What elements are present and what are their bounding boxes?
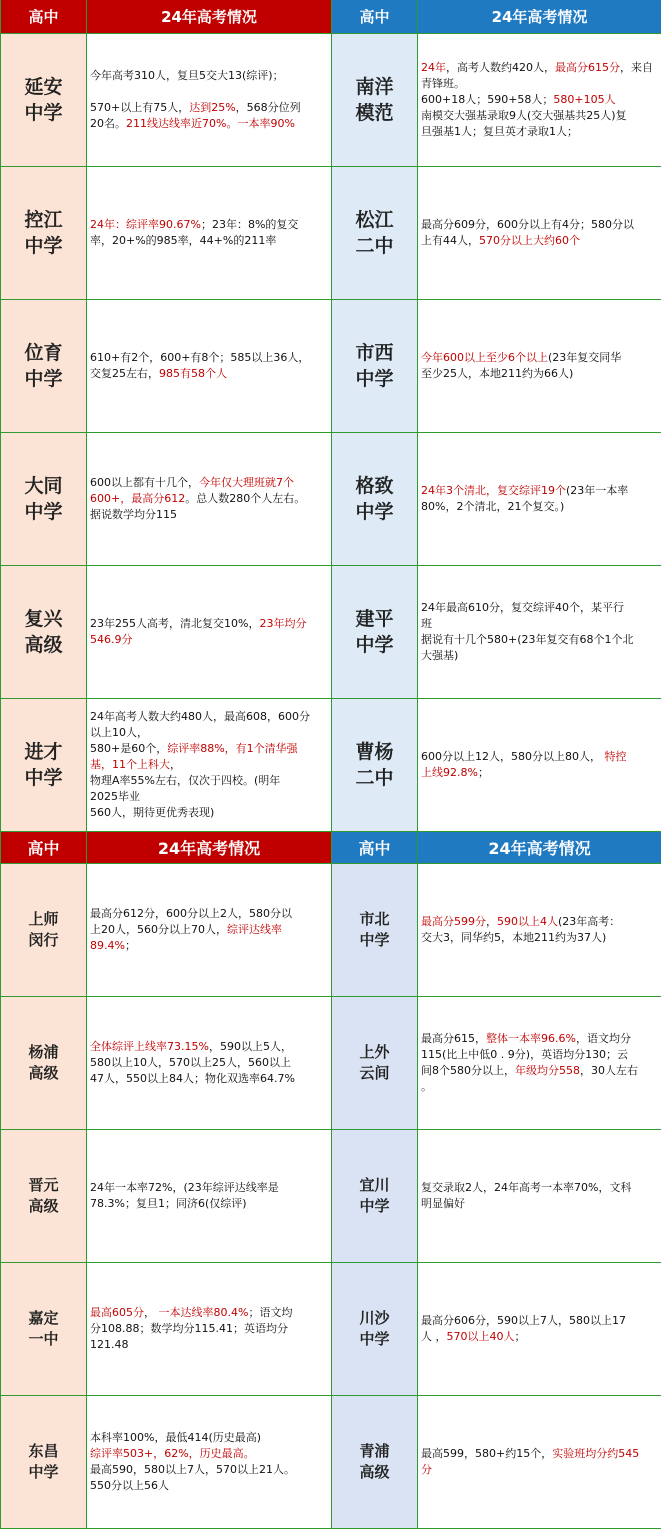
info-text: ；语文均 分108.88；数学均分115.41；英语均分 121.48 [90, 1306, 293, 1351]
info-text: ，来自 青锋班。 600+18人；590+58人； [421, 61, 653, 106]
school-name: 位育 中学 [1, 300, 87, 433]
highlight-text: 全体综评上线率73.15% [90, 1040, 209, 1053]
exam-info-cell [418, 1263, 661, 1396]
status-column-header-left: 24年高考情况 [87, 0, 332, 34]
school-name: 杨浦 高级 [1, 997, 87, 1130]
info-text: 最高599，580+约15个， [421, 1447, 553, 1460]
highlight-text: 整体一本率96.6% [486, 1032, 576, 1045]
school-column-header-right: 高中 [332, 0, 418, 34]
school-name: 大同 中学 [1, 433, 87, 566]
info-text: 24年最高610分，复交综评40个，某平行 班 据说有十几个580+(23年复交有68个1个北 大强基) [421, 601, 634, 662]
highlight-text: 实验班均分约545 分 [421, 1447, 640, 1476]
exam-info-cell [418, 300, 661, 433]
info-text: ，590以上5人， 580以上10人，570以上25人，560以上 47人，550以上84人；物化双选率64.7% [90, 1040, 295, 1085]
highlight-text: 年级均分558 [515, 1064, 580, 1077]
school-name: 曹杨 二中 [332, 699, 418, 832]
school-name: 东昌 中学 [1, 1396, 87, 1529]
school-name: 晋元 高级 [1, 1130, 87, 1263]
info-text: 600以上都有十几个， [90, 476, 199, 489]
school-column-header-right: 高中 [332, 832, 418, 864]
highlight-text: 570以上40人 [446, 1330, 515, 1343]
info-text: 610+有2个，600+有8个；585以上36人， 交复25左右， [90, 351, 310, 380]
info-text: 今年高考310人，复旦5交大13(综评)； 570+以上有75人， [90, 69, 284, 114]
highlight-text: 24年：综评率90.67% [90, 218, 201, 231]
info-text: 最高分612分，600分以上2人，580分以 上20人，560分以上70人， [90, 907, 292, 936]
highlight-text: 一本达线率80.4% [158, 1306, 249, 1319]
highlight-text: 23年均分 546.9分 [90, 617, 307, 646]
highlight-text: 特控 上线92.8% [421, 750, 627, 779]
school-name: 嘉定 一中 [1, 1263, 87, 1396]
info-text: 复交录取2人，24年高考一本率70%，文科 明显偏好 [421, 1181, 632, 1210]
school-name: 松江 二中 [332, 167, 418, 300]
status-column-header-right: 24年高考情况 [418, 0, 661, 34]
info-text: (23年一本率 80%，2个清北，21个复交。) [421, 484, 629, 513]
school-name: 控江 中学 [1, 167, 87, 300]
info-text: 本科率100%，最低414(历史最高) [90, 1431, 262, 1444]
highlight-text: 590以上4人 [497, 915, 558, 928]
info-text: 南模交大强基录取9人(交大强基共25人)复 旦强基1人；复旦英才录取1人； [421, 109, 627, 138]
school-name: 建平 中学 [332, 566, 418, 699]
section-2-table [0, 832, 661, 1529]
info-text: ；23年：8%的复交 率，20+%的985率，44+%的211率 [90, 218, 299, 247]
highlight-text: 今年仅大理班就7个 600+，最高分612 [90, 476, 294, 505]
highlight-text: 24年3个清北，复交综评19个 [421, 484, 566, 497]
highlight-text: 985有58个人 [159, 367, 227, 380]
highlight-text: 综评达线率 89.4% [90, 923, 282, 952]
info-text: 600分以上12人，580分以上80人， [421, 750, 601, 763]
exam-info-cell [87, 1130, 332, 1263]
info-text: ，30人左右 。 [421, 1064, 638, 1093]
info-text: 24年高考人数大约480人，最高608，600分 以上10人， 580+是60个， [90, 710, 310, 755]
exam-info-cell [418, 1396, 661, 1529]
highlight-text: 达到25% [189, 101, 236, 114]
school-name: 青浦 高级 [332, 1396, 418, 1529]
school-name: 延安 中学 [1, 34, 87, 167]
info-text: 23年255人高考，清北复交10%， [90, 617, 260, 630]
info-text: (23年高考： 交大3，同华约5，本地211约为37人) [421, 915, 621, 944]
school-column-header-left: 高中 [1, 0, 87, 34]
info-text: ； [514, 1330, 526, 1343]
school-column-header-left: 高中 [1, 832, 87, 864]
info-text: ，语文均分 115(比上中低0 . 9分)，英语均分130；云 间8个580分以上， [421, 1032, 631, 1077]
highlight-text: 24年 [421, 61, 446, 74]
exam-info-cell [87, 566, 332, 699]
exam-info-cell [418, 1130, 661, 1263]
school-name: 南洋 模范 [332, 34, 418, 167]
info-text: 最高分609分，600分以上有4分；580分以 上有44人， [421, 218, 634, 247]
info-text: ； [124, 939, 136, 952]
exam-info-cell [87, 699, 332, 832]
info-text: ， [486, 915, 497, 928]
highlight-text: 综评率503+，62%，历史最高。 [90, 1447, 255, 1460]
exam-info-cell [418, 566, 661, 699]
exam-info-cell [418, 699, 661, 832]
info-text: 24年一本率72%，(23年综评达线率是 78.3%；复旦1；同济6(仅综评) [90, 1181, 279, 1210]
exam-info-cell [87, 1263, 332, 1396]
school-name: 宜川 中学 [332, 1130, 418, 1263]
school-name: 上师 闵行 [1, 864, 87, 997]
status-column-header-right: 24年高考情况 [418, 832, 661, 864]
school-name: 市西 中学 [332, 300, 418, 433]
exam-info-cell [87, 1396, 332, 1529]
highlight-text: 综评率88%，有1个清华强 基，11个上科大 [90, 742, 298, 771]
info-text: ； [477, 766, 489, 779]
highlight-text: 570分以上大约60个 [479, 234, 580, 247]
info-text: 最高分615， [421, 1032, 486, 1045]
exam-info-cell [87, 34, 332, 167]
exam-info-cell [87, 864, 332, 997]
school-name: 市北 中学 [332, 864, 418, 997]
school-name: 进才 中学 [1, 699, 87, 832]
highlight-text: 211线达线率近70%。一本率90% [126, 117, 295, 130]
info-text: 。总人数280个人左右。 据说数学均分115 [90, 492, 306, 521]
info-text: ，568分位列 20名。 [90, 101, 301, 130]
highlight-text: 最高分599分 [421, 915, 486, 928]
info-text: 最高590，580以上7人，570以上21人。 550分以上56人 [90, 1463, 295, 1492]
status-column-header-left: 24年高考情况 [87, 832, 332, 864]
highlight-text: 最高605分 [90, 1306, 144, 1319]
school-name: 上外 云间 [332, 997, 418, 1130]
exam-info-cell [87, 300, 332, 433]
info-text: 最高分606分，590以上7人，580以上17 人 ， [421, 1314, 626, 1343]
school-name: 复兴 高级 [1, 566, 87, 699]
info-text: ， [144, 1306, 159, 1319]
info-text: ， 物理A率55%左右，仅次于四校。(明年 2025毕业 560人，期待更优秀表现) [90, 758, 281, 819]
exam-info-cell [418, 167, 661, 300]
highlight-text: 今年600以上至少6个以上 [421, 351, 548, 364]
school-name: 格致 中学 [332, 433, 418, 566]
info-text: ，高考人数约420人， [446, 61, 555, 74]
exam-info-cell [418, 864, 661, 997]
highlight-text: 580+105人 [553, 93, 616, 106]
exam-info-cell [87, 433, 332, 566]
school-name: 川沙 中学 [332, 1263, 418, 1396]
exam-info-cell [418, 433, 661, 566]
exam-info-cell [87, 997, 332, 1130]
exam-info-cell [87, 167, 332, 300]
exam-info-cell [418, 997, 661, 1130]
info-text: (23年复交同华 至少25人，本地211约为66人) [421, 351, 622, 380]
exam-info-cell [418, 34, 661, 167]
highlight-text: 最高分615分 [555, 61, 620, 74]
